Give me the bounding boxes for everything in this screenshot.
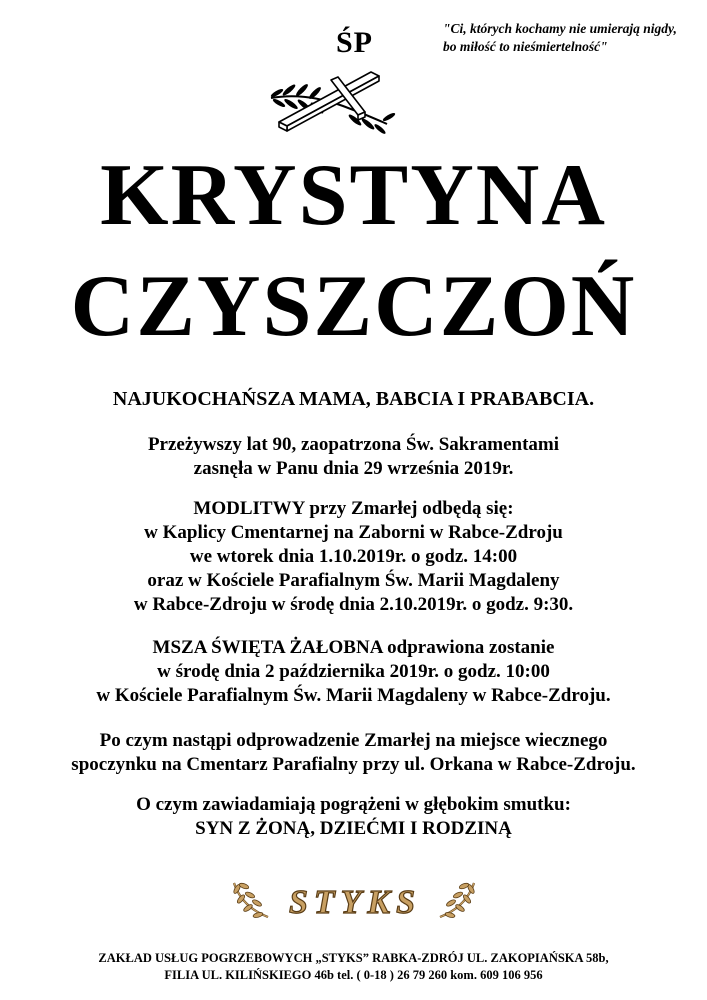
logo-text: STYKS <box>288 884 422 921</box>
text-line: w Rabce-Zdroju w środę dnia 2.10.2019r. o godz. 9:30. <box>133 594 574 615</box>
relationship-title: NAJUKOCHAŃSZA MAMA, BABCIA I PRABABCIA. <box>112 388 595 410</box>
text-line: MODLITWY przy Zmarłej odbędą się: <box>193 498 514 519</box>
laurel-left-icon <box>233 882 268 918</box>
text-line: zasnęła w Panu dnia 29 września 2019r. <box>193 458 514 479</box>
text-line: we wtorek dnia 1.10.2019r. o godz. 14:00 <box>189 546 518 567</box>
memorial-quote <box>443 20 693 56</box>
sp-abbreviation: ŚP <box>335 26 373 59</box>
text-line: w Kościele Parafialnym Św. Marii Magdaleny w Rabce-Zdroju. <box>96 685 611 706</box>
text-line: MSZA ŚWIĘTA ŻAŁOBNA odprawiona zostanie <box>152 637 555 658</box>
text-line: Przeżywszy lat 90, zaopatrzona Św. Sakramentami <box>147 434 560 455</box>
quote-line: bo miłość to nieśmiertelność" <box>443 39 608 54</box>
text-line: SYN Z ŻONĄ, DZIEĆMI I RODZINĄ <box>195 818 512 839</box>
laurel-right-icon <box>440 882 475 918</box>
text-line: w środę dnia 2 października 2019r. o godz. 10:00 <box>157 661 550 682</box>
deceased-first-name: KRYSTYNA <box>100 147 607 244</box>
funeral-mass-paragraph <box>0 636 707 708</box>
text-line: w Kaplicy Cmentarnej na Zaborni w Rabce-Zdroju <box>144 522 563 543</box>
family-paragraph <box>0 793 707 841</box>
burial-paragraph <box>0 729 707 777</box>
text-line: spoczynku na Cmentarz Parafialny przy ul. Orkana w Rabce-Zdroju. <box>71 754 636 775</box>
text-line: Po czym nastąpi odprowadzenie Zmarłej na miejsce wiecznego <box>99 730 608 751</box>
styks-logo <box>228 877 480 923</box>
deceased-last-name: CZYSZCZOŃ <box>70 258 637 355</box>
footer-line: FILIA UL. KILIŃSKIEGO 46b tel. ( 0-18 ) 26 79 260 kom. 609 106 956 <box>164 968 543 982</box>
funeral-home-footer <box>0 950 707 984</box>
text-line: O czym zawiadamiają pogrążeni w głębokim smutku: <box>136 794 571 815</box>
death-notice-paragraph <box>0 433 707 481</box>
text-line: oraz w Kościele Parafialnym Św. Marii Magdaleny <box>147 570 560 591</box>
footer-line: ZAKŁAD USŁUG POGRZEBOWYCH „STYKS” RABKA-ZDRÓJ UL. ZAKOPIAŃSKA 58b, <box>98 951 609 965</box>
cross-with-palm-icon <box>265 66 401 138</box>
prayers-paragraph <box>0 497 707 617</box>
quote-line: "Ci, których kochamy nie umierają nigdy, <box>443 21 677 36</box>
